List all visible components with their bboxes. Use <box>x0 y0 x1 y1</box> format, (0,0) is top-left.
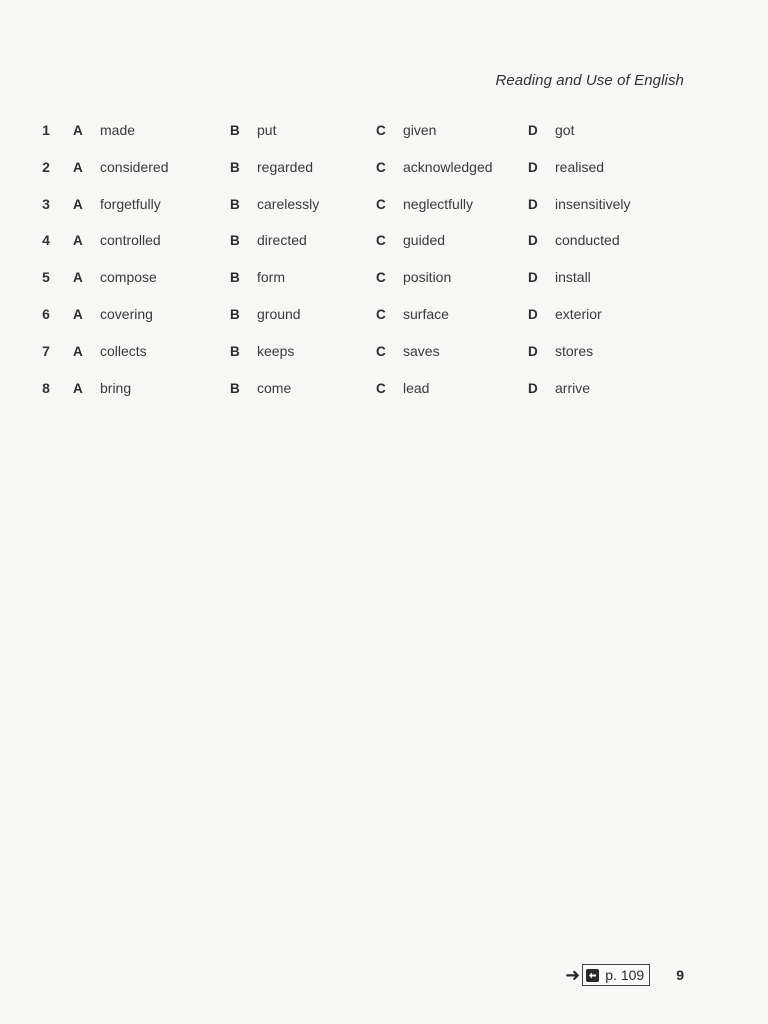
option-d <box>528 269 591 285</box>
option-d <box>528 380 590 396</box>
option-letter: D <box>528 306 538 322</box>
option-letter: D <box>528 159 538 175</box>
option-word: collects <box>100 342 147 359</box>
option-d <box>528 232 620 248</box>
option-b <box>230 159 313 175</box>
option-word: exterior <box>555 305 602 322</box>
reference-page: p. 109 <box>605 967 645 983</box>
question-row <box>38 159 698 196</box>
question-row <box>38 122 698 159</box>
grammar-reference-link[interactable] <box>582 964 650 986</box>
page-header: Reading and Use of English <box>495 72 684 89</box>
option-a <box>73 122 135 138</box>
question-number: 6 <box>42 305 50 322</box>
option-letter: C <box>376 233 386 249</box>
option-c <box>376 122 436 138</box>
option-letter: A <box>73 343 83 359</box>
question-row <box>38 343 698 380</box>
option-word: compose <box>100 269 157 286</box>
question-row <box>38 196 698 233</box>
page-number: 9 <box>676 967 684 983</box>
option-letter: B <box>230 196 240 212</box>
option-word: given <box>403 122 437 138</box>
option-letter: B <box>230 343 240 359</box>
option-b <box>230 232 307 248</box>
option-word: made <box>100 122 136 138</box>
question-number: 5 <box>42 269 50 286</box>
option-word: bring <box>100 379 132 396</box>
option-d <box>528 122 574 138</box>
option-letter: A <box>73 380 83 396</box>
option-c <box>376 343 440 359</box>
option-letter: D <box>528 343 538 359</box>
option-letter: D <box>528 380 538 396</box>
question-list <box>38 122 698 416</box>
option-c <box>376 196 473 212</box>
option-letter: D <box>528 270 538 286</box>
option-word: regarded <box>257 158 314 175</box>
option-word: put <box>257 122 277 138</box>
option-letter: C <box>376 343 386 359</box>
option-a <box>73 306 153 322</box>
option-c <box>376 380 429 396</box>
option-letter: B <box>230 270 240 286</box>
question-row <box>38 306 698 343</box>
option-word: carelessly <box>257 195 320 212</box>
option-word: keeps <box>257 342 295 359</box>
option-word: forgetfully <box>100 195 161 212</box>
option-word: saves <box>403 342 440 359</box>
option-word: acknowledged <box>403 158 493 175</box>
option-letter: D <box>528 123 538 138</box>
option-word: position <box>403 269 452 286</box>
option-letter: C <box>376 123 386 138</box>
option-word: realised <box>555 158 605 175</box>
option-word: surface <box>403 305 449 322</box>
option-b <box>230 122 276 138</box>
question-number: 4 <box>42 232 50 249</box>
option-letter: C <box>376 380 386 396</box>
option-letter: A <box>73 196 83 212</box>
question-number: 2 <box>42 158 50 175</box>
option-word: stores <box>555 342 594 359</box>
option-word: form <box>257 269 285 286</box>
option-word: got <box>555 122 575 138</box>
option-letter: B <box>230 306 240 322</box>
right-arrow-icon: ➜ <box>565 965 581 985</box>
option-letter: A <box>73 270 83 286</box>
option-letter: C <box>376 196 386 212</box>
option-word: come <box>257 379 292 396</box>
question-number: 3 <box>42 195 50 212</box>
question-number: 7 <box>42 342 50 359</box>
option-word: install <box>555 269 591 286</box>
option-letter: B <box>230 380 240 396</box>
option-b <box>230 196 319 212</box>
option-c <box>376 159 493 175</box>
option-letter: A <box>73 123 83 138</box>
option-letter: D <box>528 196 538 212</box>
option-letter: A <box>73 159 83 175</box>
option-word: controlled <box>100 232 161 249</box>
option-letter: B <box>230 159 240 175</box>
option-a <box>73 159 169 175</box>
option-d <box>528 159 604 175</box>
option-word: conducted <box>555 232 620 249</box>
option-word: lead <box>403 379 430 396</box>
option-d <box>528 343 593 359</box>
option-word: ground <box>257 305 301 322</box>
option-b <box>230 380 291 396</box>
page-footer <box>565 964 684 986</box>
option-word: covering <box>100 305 153 322</box>
question-number: 8 <box>42 379 50 396</box>
grammar-reference-icon <box>586 969 599 982</box>
option-letter: C <box>376 159 386 175</box>
option-b <box>230 269 285 285</box>
question-number: 1 <box>42 122 50 138</box>
option-word: guided <box>403 232 446 249</box>
option-word: directed <box>257 232 307 249</box>
option-d <box>528 196 630 212</box>
option-letter: A <box>73 233 83 249</box>
option-a <box>73 196 161 212</box>
option-letter: A <box>73 306 83 322</box>
option-c <box>376 269 451 285</box>
option-b <box>230 306 301 322</box>
option-letter: B <box>230 123 240 138</box>
option-d <box>528 306 602 322</box>
option-letter: D <box>528 233 538 249</box>
option-a <box>73 269 157 285</box>
option-a <box>73 232 161 248</box>
option-b <box>230 343 294 359</box>
option-word: insensitively <box>555 195 631 212</box>
option-word: considered <box>100 158 169 175</box>
option-letter: C <box>376 306 386 322</box>
option-a <box>73 380 131 396</box>
option-c <box>376 306 449 322</box>
option-letter: C <box>376 270 386 286</box>
option-word: neglectfully <box>403 195 474 212</box>
option-word: arrive <box>555 379 591 396</box>
option-letter: B <box>230 233 240 249</box>
option-a <box>73 343 147 359</box>
option-c <box>376 232 445 248</box>
question-row <box>38 232 698 269</box>
question-row <box>38 269 698 306</box>
question-row <box>38 380 698 417</box>
